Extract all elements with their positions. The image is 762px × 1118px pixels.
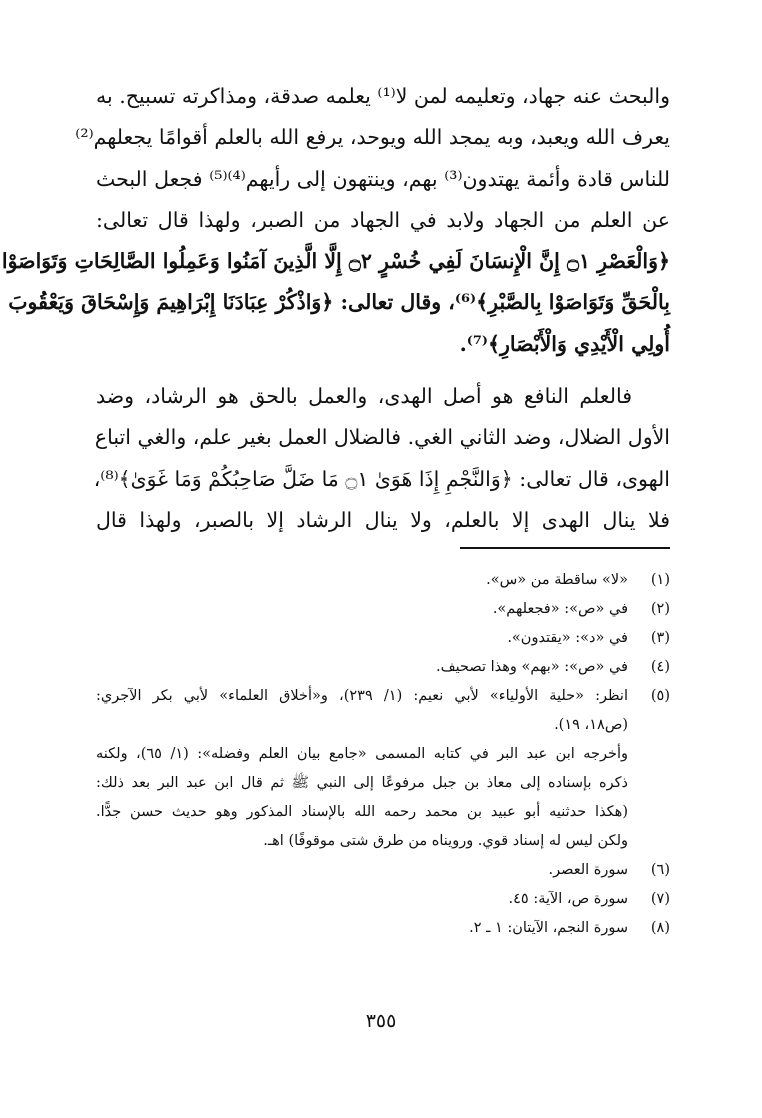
footnote-8 bbox=[96, 914, 670, 943]
footnote-5-continued bbox=[96, 769, 670, 798]
footnote-5-continued bbox=[96, 827, 670, 856]
footnote-number: (٦) bbox=[650, 862, 670, 878]
footnote-number: (٧) bbox=[650, 891, 670, 907]
text-line: عن العلم من الجهاد ولابد في الجهاد من الصبر، ولهذا قال تعالى: bbox=[96, 207, 670, 232]
footnotes bbox=[96, 566, 670, 943]
footnote-2 bbox=[96, 595, 670, 624]
footnote-text: (ص١٨، ١٩). bbox=[554, 717, 628, 733]
footnote-7 bbox=[96, 885, 670, 914]
footnote-text: سورة النجم، الآيتان: ١ ـ ٢. bbox=[469, 920, 628, 936]
footnote-number: (٢) bbox=[650, 601, 670, 617]
footnote-text: وأخرجه ابن عبد البر في كتابه المسمى «جامع بيان العلم وفضله»: (١/ ٦٥)، ولكنه bbox=[96, 746, 628, 762]
footnote-number: (٥) bbox=[650, 688, 670, 704]
quran-verse-line: أُولِي الْأَيْدِي وَالْأَبْصَارِ﴾⁽⁷⁾. bbox=[459, 331, 670, 356]
footnote-number: (١) bbox=[650, 572, 670, 588]
text-line: يعرف الله ويعبد، وبه يمجد الله ويوحد، يرفع الله بالعلم أقوامًا يجعلهم⁽²⁾ bbox=[75, 125, 670, 150]
footnote-text: انظر: «حلية الأولياء» لأبي نعيم: (١/ ٢٣٩)، و«أخلاق العلماء» لأبي بكر الآجري: bbox=[96, 688, 628, 704]
footnote-text: في «د»: «يقتدون». bbox=[507, 630, 628, 646]
quran-verse-line: ﴿وَالْعَصْرِ ۝١ إِنَّ الْإِنسَانَ لَفِي خُسْرٍ ۝٢ إِلَّا الَّذِينَ آمَنُوا وَعَمِلُوا الصَّالِحَاتِ وَتَوَاصَوْا bbox=[1, 249, 670, 274]
text-line: الهوى، قال تعالى: ﴿وَالنَّجْمِ إِذَا هَوَىٰ ۝١ مَا ضَلَّ صَاحِبُكُمْ وَمَا غَوَىٰ﴾⁽⁸⁾، bbox=[93, 466, 670, 491]
text-line: والبحث عنه جهاد، وتعليمه لمن لا⁽¹⁾ يعلمه صدقة، ومذاكرته تسبيح. به bbox=[96, 84, 670, 108]
main-text bbox=[1, 76, 670, 541]
text-line: الأول الضلال، وضد الثاني الغي. فالضلال العمل بغير علم، والغي اتباع bbox=[94, 425, 670, 450]
page-number: ٣٥٥ bbox=[365, 1010, 397, 1032]
footnote-5-continued bbox=[96, 711, 670, 740]
footnote-text: سورة ص، الآية: ٤٥. bbox=[508, 891, 628, 907]
footnote-text: ذكره بإسناده إلى معاذ بن جبل مرفوعًا إلى النبي ﷺ ثم قال ابن عبد البر بعد ذلك: bbox=[96, 775, 628, 791]
footnote-4 bbox=[96, 653, 670, 682]
footnote-text: في «ص»: «فجعلهم». bbox=[492, 601, 628, 617]
footnote-5-continued bbox=[96, 740, 670, 769]
footnote-text: سورة العصر. bbox=[548, 862, 628, 878]
footnote-5 bbox=[96, 682, 670, 711]
footnote-number: (٣) bbox=[650, 630, 670, 646]
footnote-3 bbox=[96, 624, 670, 653]
footnote-5-continued bbox=[96, 798, 670, 827]
footnote-text: ولكن ليس له إسناد قوي. ورويناه من طرق شتى موقوفًا) اهـ. bbox=[263, 833, 628, 849]
footnote-separator bbox=[460, 547, 670, 549]
footnote-1 bbox=[96, 566, 670, 595]
quran-verse-line: بِالْحَقِّ وَتَوَاصَوْا بِالصَّبْرِ﴾⁽⁶⁾، وقال تعالى: ﴿وَاذْكُرْ عِبَادَنَا إِبْرَاهِيمَ وَإِسْحَاقَ وَيَعْقُوبَ bbox=[8, 290, 670, 315]
footnote-text: «لا» ساقطة من «س». bbox=[486, 572, 628, 588]
footnote-text: في «ص»: «بهم» وهذا تصحيف. bbox=[436, 659, 628, 675]
footnote-number: (٤) bbox=[650, 659, 670, 675]
text-line: للناس قادة وأئمة يهتدون⁽³⁾ بهم، وينتهون إلى رأيهم⁽⁴⁾⁽⁵⁾ فجعل البحث bbox=[96, 166, 670, 191]
footnote-text: (هكذا حدثنيه أبو عبيد بن محمد رحمه الله بالإسناد المذكور وهو حديث حسن جدًّا. bbox=[96, 804, 628, 820]
footnote-6 bbox=[96, 856, 670, 885]
text-line: فلا ينال الهدى إلا بالعلم، ولا ينال الرشاد إلا بالصبر، ولهذا قال bbox=[96, 507, 670, 532]
text-line: فالعلم النافع هو أصل الهدى، والعمل بالحق هو الرشاد، وضد bbox=[96, 384, 632, 409]
footnote-number: (٨) bbox=[650, 920, 670, 936]
